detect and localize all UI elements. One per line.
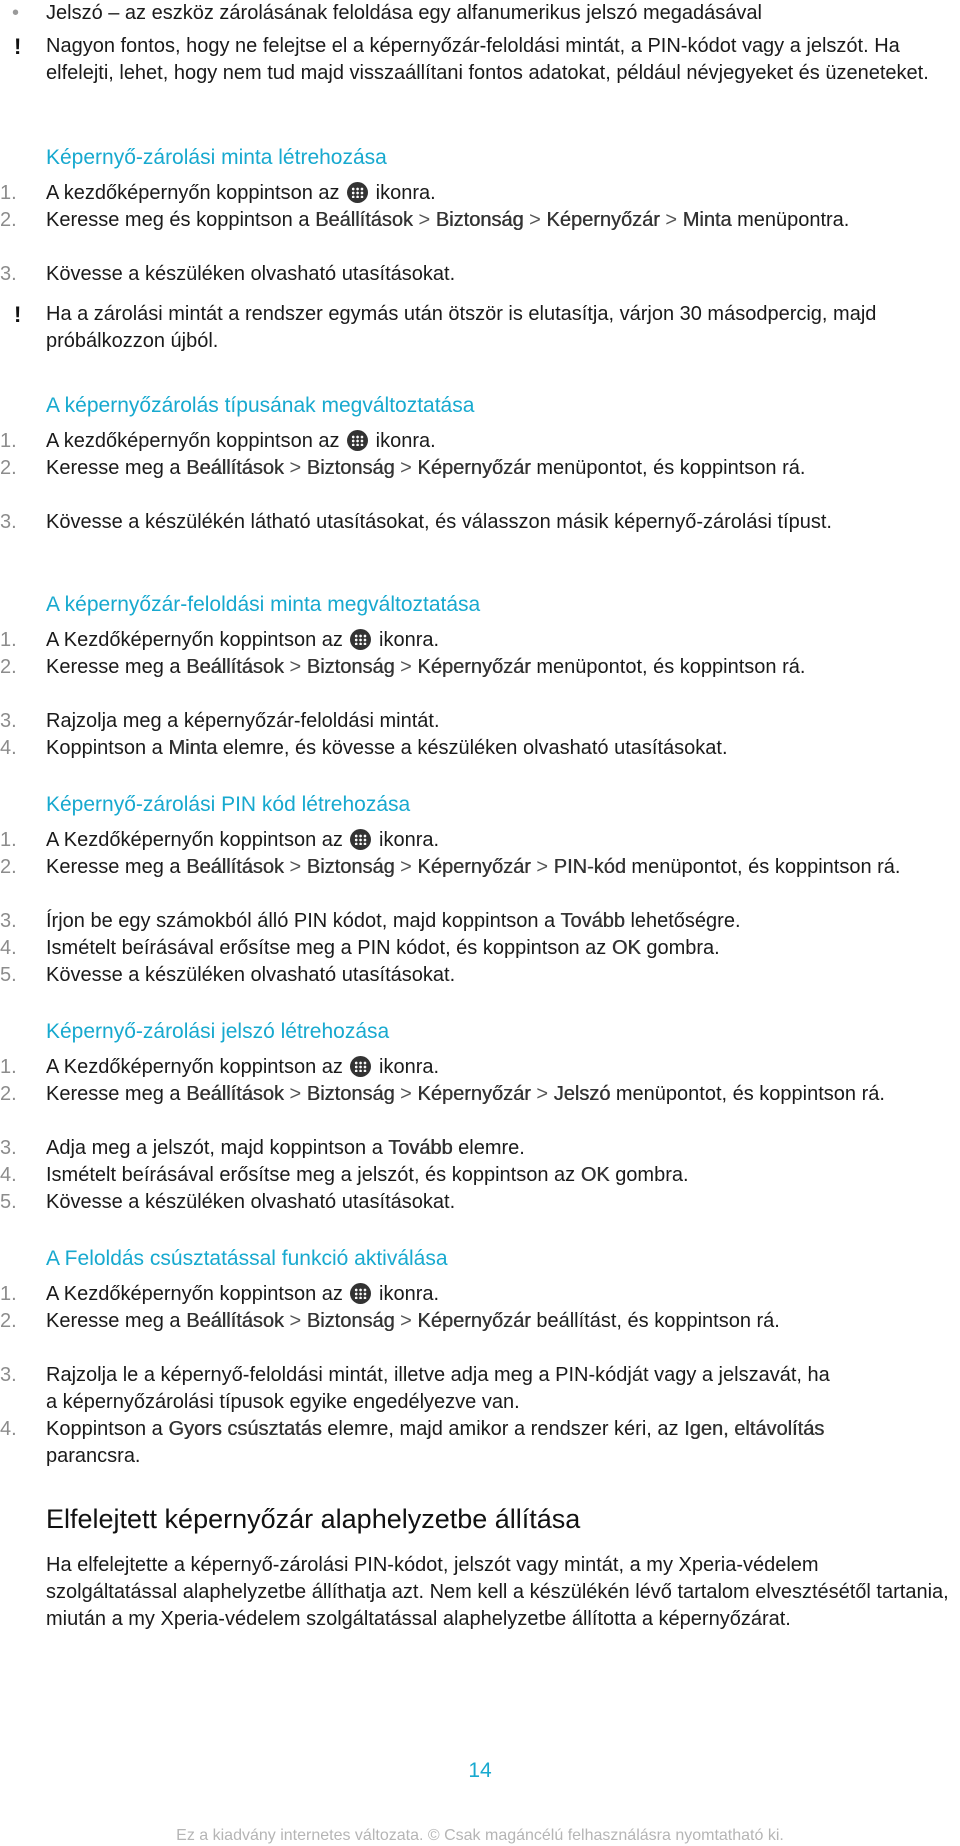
menu-path-item: Képernyőzár — [417, 1310, 531, 1332]
menu-path-item: Képernyőzár — [546, 209, 660, 231]
menu-path-item: Biztonság — [306, 1083, 395, 1105]
section-heading: A Feloldás csúsztatással funkció aktiválása — [46, 1247, 448, 1270]
warning-icon: ! — [14, 34, 22, 59]
menu-path-item: Biztonság — [306, 656, 395, 678]
section-heading: A képernyőzár-feloldási minta megváltoztatása — [46, 593, 481, 616]
apps-icon — [350, 829, 371, 850]
apps-icon — [350, 1283, 371, 1304]
menu-path-item: Képernyőzár — [417, 457, 531, 479]
section-heading: Képernyő-zárolási PIN kód létrehozása — [46, 793, 411, 816]
menu-path-item: Beállítások — [186, 856, 284, 878]
menu-path-item: Tovább — [560, 910, 625, 932]
menu-path-item: Beállítások — [186, 1310, 284, 1332]
menu-path-item: Biztonság — [306, 856, 395, 878]
apps-icon — [347, 182, 368, 203]
menu-path-item: PIN-kód — [553, 856, 626, 878]
menu-path-item: Jelszó — [553, 1083, 611, 1105]
apps-icon — [347, 430, 368, 451]
bullet-marker: • — [12, 2, 20, 24]
menu-path-item: Beállítások — [315, 209, 413, 231]
menu-path-item: Beállítások — [186, 1083, 284, 1105]
menu-path-item: Biztonság — [306, 1310, 395, 1332]
menu-path-item: Tovább — [388, 1137, 453, 1159]
apps-icon — [350, 1056, 371, 1077]
menu-path-item: Képernyőzár — [417, 856, 531, 878]
menu-path-item: Beállítások — [186, 457, 284, 479]
page-number: 14 — [468, 1759, 492, 1782]
manual-page: • Jelszó – az eszköz zárolásának feloldása egy alfanumerikus jelszó megadásával ! Nagyon fontos, hogy ne felejtse el a képernyőzár-feloldási mintát, a PIN-kódot vagy a jelszót. Ha elfelejti, lehet, hogy nem tud majd visszaállítani fontos adatokat, például névjegyeket és üzeneteket. Képernyő-zárolási minta létrehozása 1. A kezdőképernyőn koppintson az ikonra. 2. Keresse meg és koppintson a Beállítások > Biztonság > Képernyőzár > Minta menüpontra. 3. Kövesse a készüléken olvasható utasításokat. ! Ha a zárolási mintát a rendszer egymás után ötször is elutasítja, várjon 30 másodpercig, majd próbálkozzon újból. A képernyőzárolás típusának megváltoztatása 1. A kezdőképernyőn koppintson az ikonra. 2. Keresse meg a Beállítások > Biztonság > Képernyőzár menüpontot, és koppintson rá. 3. Kövesse a készülékén látható utasításokat, és válasszon másik képernyő-zárolási típust. A képernyőzár-feloldási minta megváltoztatása 1. A Kezdőképernyőn koppintson az ikonra. 2. Keresse meg a Beállítások > Biztonság > Képernyőzár menüpontot, és koppintson rá. 3. Rajzolja meg a képernyőzár-feloldási mintát. 4. Koppintson a Minta elemre, és kövesse a készüléken olvasható utasításokat. Képernyő-zárolási PIN kód létrehozása 1. A Kezdőképernyőn koppintson az ikonra. 2. Keresse meg a Beállítások > Biztonság > Képernyőzár > PIN-kód menüpontot, és koppintson rá. 3. Írjon be egy számokból álló PIN kódot, majd koppintson a Tovább lehetőségre. 4. Ismételt beírásával erősítse meg a PIN kódot, és koppintson az OK gombra. 5. Kövesse a készüléken olvasható utasításokat. Képernyő-zárolási jelszó létrehozása 1. A Kezdőképernyőn koppintson az ikonra. 2. Keresse meg a Beállítások > Biztonság > Képernyőzár > Jelszó menüpontot, és koppintson rá. 3. Adja meg a jelszót, majd koppintson a Tovább elemre. 4. Ismételt beírásával erősítse meg a jelszót, és koppintson az OK gombra. 5. Kövesse a készüléken olvasható utasításokat. A Feloldás csúsztatással funkció aktiválása 1. A Kezdőképernyőn koppintson az ikonra. 2. Keresse meg a Beállítások > Biztonság > Képernyőzár beállítást, és koppintson rá. 3. Rajzolja le a képernyő-feloldási mintát, illetve adja meg a PIN-kódját vagy a jelszavát, ha a képernyőzárolási típusok egyike engedélyezve van. 4. Koppintson a Gyors csúsztatás elemre, majd amikor a rendszer kéri, az Igen, eltávolítás parancsra. Elfelejtett képernyőzár alaphelyzetbe állítása Ha elfelejtette a képernyő-zárolási PIN-kódot, jelszót vagy mintát, a my Xperia-védelem szolgáltatással alaphelyzetbe állíthatja azt. Nem kell a készülékén lévő tartalom elvesztésétől tartania, miután a my Xperia-védelem szolgáltatással alaphelyzetbe állította a képernyőzárat. 14 Ez a kiadvány internetes változata. © Csak magáncélú felhasználásra nyomtatható ki. — [0, 0, 960, 1846]
warning-text: Nagyon fontos, hogy ne felejtse el a képernyőzár-feloldási mintát, a PIN-kódot vagy a jelszót. Ha elfelejti, lehet, hogy nem tud majd visszaállítani fontos adatokat, például névjegyeket és üzeneteket. — [46, 35, 929, 84]
section-heading: Képernyő-zárolási jelszó létrehozása — [46, 1020, 390, 1043]
menu-path-item: Képernyőzár — [417, 656, 531, 678]
section-heading: Képernyő-zárolási minta létrehozása — [46, 146, 387, 169]
menu-path-item: Gyors csúsztatás — [168, 1418, 322, 1440]
section-heading: A képernyőzárolás típusának megváltoztatása — [46, 394, 475, 417]
menu-path-item: Igen, eltávolítás — [684, 1418, 825, 1440]
apps-icon — [350, 629, 371, 650]
menu-path-item: Beállítások — [186, 656, 284, 678]
warning-icon: ! — [14, 302, 22, 327]
menu-path-item: Minta — [682, 209, 732, 231]
body-paragraph: Ha elfelejtette a képernyő-zárolási PIN-kódot, jelszót vagy mintát, a my Xperia-védelem szolgáltatással alaphelyzetbe állíthatja azt. Nem kell a készülékén lévő tartalom elvesztésétől tartania, miután a my Xperia-védelem szolgáltatással alaphelyzetbe állította a képernyőzárat. — [46, 1554, 949, 1630]
bullet-text: Jelszó – az eszköz zárolásának feloldása egy alfanumerikus jelszó megadásával — [46, 2, 762, 24]
warning-text: Ha a zárolási mintát a rendszer egymás után ötször is elutasítja, várjon 30 másodpercig, majd próbálkozzon újból. — [46, 303, 877, 352]
footer-note: Ez a kiadvány internetes változata. © Csak magáncélú felhasználásra nyomtatható ki. — [176, 1827, 784, 1844]
menu-path-item: OK — [611, 937, 641, 959]
menu-path-item: OK — [580, 1164, 610, 1186]
menu-path-item: Minta — [168, 737, 218, 759]
menu-path-item: Biztonság — [306, 457, 395, 479]
chapter-heading: Elfelejtett képernyőzár alaphelyzetbe állítása — [46, 1504, 581, 1534]
menu-path-item: Biztonság — [435, 209, 524, 231]
menu-path-item: Képernyőzár — [417, 1083, 531, 1105]
